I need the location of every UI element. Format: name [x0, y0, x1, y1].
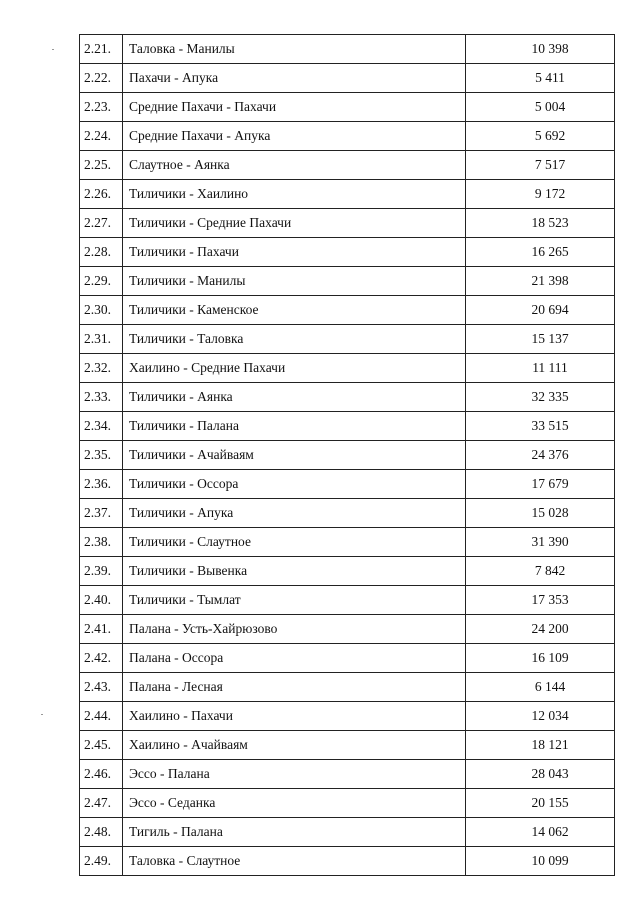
table-row [80, 383, 615, 412]
row-number-cell: 2.44. [80, 702, 123, 731]
distance-value-cell: 18 523 [466, 209, 615, 238]
table-row [80, 238, 615, 267]
row-number-cell: 2.40. [80, 586, 123, 615]
table-row [80, 615, 615, 644]
row-number-cell: 2.35. [80, 441, 123, 470]
row-number-cell: 2.46. [80, 760, 123, 789]
table-row [80, 673, 615, 702]
distance-value-cell: 5 004 [466, 93, 615, 122]
distance-value-cell: 10 398 [466, 35, 615, 64]
row-number-cell: 2.26. [80, 180, 123, 209]
route-name-cell: Тиличики - Палана [123, 412, 466, 441]
route-name-cell: Эссо - Палана [123, 760, 466, 789]
distance-value-cell: 12 034 [466, 702, 615, 731]
distance-value-cell: 24 376 [466, 441, 615, 470]
distance-value-cell: 20 694 [466, 296, 615, 325]
route-name-cell: Тиличики - Апука [123, 499, 466, 528]
distance-value-cell: 28 043 [466, 760, 615, 789]
distance-value-cell: 16 265 [466, 238, 615, 267]
table-row [80, 499, 615, 528]
route-name-cell: Хаилино - Средние Пахачи [123, 354, 466, 383]
table-row [80, 180, 615, 209]
distance-value-cell: 18 121 [466, 731, 615, 760]
distance-value-cell: 32 335 [466, 383, 615, 412]
table-row [80, 209, 615, 238]
table-row [80, 35, 615, 64]
row-number-cell: 2.22. [80, 64, 123, 93]
distance-value-cell: 14 062 [466, 818, 615, 847]
row-number-cell: 2.23. [80, 93, 123, 122]
table-row [80, 644, 615, 673]
row-number-cell: 2.37. [80, 499, 123, 528]
route-name-cell: Тиличики - Таловка [123, 325, 466, 354]
distance-value-cell: 7 517 [466, 151, 615, 180]
row-number-cell: 2.33. [80, 383, 123, 412]
row-number-cell: 2.47. [80, 789, 123, 818]
route-name-cell: Эссо - Седанка [123, 789, 466, 818]
route-name-cell: Тиличики - Манилы [123, 267, 466, 296]
table-row [80, 267, 615, 296]
route-name-cell: Пахачи - Апука [123, 64, 466, 93]
scan-speck [52, 49, 54, 50]
table-row [80, 412, 615, 441]
distance-value-cell: 20 155 [466, 789, 615, 818]
row-number-cell: 2.41. [80, 615, 123, 644]
table-row [80, 296, 615, 325]
row-number-cell: 2.29. [80, 267, 123, 296]
row-number-cell: 2.39. [80, 557, 123, 586]
route-name-cell: Тиличики - Пахачи [123, 238, 466, 267]
distance-value-cell: 33 515 [466, 412, 615, 441]
table-row [80, 354, 615, 383]
route-name-cell: Тиличики - Оссора [123, 470, 466, 499]
row-number-cell: 2.27. [80, 209, 123, 238]
distance-value-cell: 10 099 [466, 847, 615, 876]
row-number-cell: 2.43. [80, 673, 123, 702]
route-name-cell: Таловка - Слаутное [123, 847, 466, 876]
table-row [80, 702, 615, 731]
row-number-cell: 2.30. [80, 296, 123, 325]
route-name-cell: Тигиль - Палана [123, 818, 466, 847]
routes-table [79, 34, 615, 876]
table-row [80, 818, 615, 847]
row-number-cell: 2.28. [80, 238, 123, 267]
distance-value-cell: 17 353 [466, 586, 615, 615]
route-name-cell: Тиличики - Ачайваям [123, 441, 466, 470]
table-row [80, 122, 615, 151]
route-name-cell: Тиличики - Средние Пахачи [123, 209, 466, 238]
distance-value-cell: 24 200 [466, 615, 615, 644]
distance-value-cell: 15 028 [466, 499, 615, 528]
distance-value-cell: 5 411 [466, 64, 615, 93]
row-number-cell: 2.45. [80, 731, 123, 760]
distance-value-cell: 5 692 [466, 122, 615, 151]
route-name-cell: Хаилино - Ачайваям [123, 731, 466, 760]
table-row [80, 760, 615, 789]
row-number-cell: 2.48. [80, 818, 123, 847]
route-name-cell: Слаутное - Аянка [123, 151, 466, 180]
row-number-cell: 2.49. [80, 847, 123, 876]
route-name-cell: Тиличики - Хаилино [123, 180, 466, 209]
route-name-cell: Палана - Лесная [123, 673, 466, 702]
table-row [80, 789, 615, 818]
row-number-cell: 2.36. [80, 470, 123, 499]
table-row [80, 557, 615, 586]
route-name-cell: Тиличики - Вывенка [123, 557, 466, 586]
distance-value-cell: 7 842 [466, 557, 615, 586]
table-row [80, 731, 615, 760]
table-row [80, 151, 615, 180]
distance-value-cell: 9 172 [466, 180, 615, 209]
route-name-cell: Тиличики - Аянка [123, 383, 466, 412]
distance-value-cell: 16 109 [466, 644, 615, 673]
table-row [80, 93, 615, 122]
row-number-cell: 2.31. [80, 325, 123, 354]
route-name-cell: Тиличики - Слаутное [123, 528, 466, 557]
table-row [80, 64, 615, 93]
route-name-cell: Палана - Усть-Хайрюзово [123, 615, 466, 644]
route-name-cell: Средние Пахачи - Пахачи [123, 93, 466, 122]
route-name-cell: Хаилино - Пахачи [123, 702, 466, 731]
distance-value-cell: 15 137 [466, 325, 615, 354]
distance-value-cell: 6 144 [466, 673, 615, 702]
row-number-cell: 2.32. [80, 354, 123, 383]
table-row [80, 586, 615, 615]
distance-value-cell: 17 679 [466, 470, 615, 499]
distance-value-cell: 31 390 [466, 528, 615, 557]
row-number-cell: 2.42. [80, 644, 123, 673]
row-number-cell: 2.34. [80, 412, 123, 441]
route-name-cell: Таловка - Манилы [123, 35, 466, 64]
table-row [80, 470, 615, 499]
scan-speck [41, 714, 43, 715]
table-row [80, 847, 615, 876]
row-number-cell: 2.24. [80, 122, 123, 151]
table-row [80, 528, 615, 557]
distance-value-cell: 11 111 [466, 354, 615, 383]
route-name-cell: Тиличики - Каменское [123, 296, 466, 325]
route-name-cell: Тиличики - Тымлат [123, 586, 466, 615]
table-row [80, 325, 615, 354]
routes-table-body [80, 35, 615, 876]
route-name-cell: Палана - Оссора [123, 644, 466, 673]
row-number-cell: 2.38. [80, 528, 123, 557]
distance-value-cell: 21 398 [466, 267, 615, 296]
table-row [80, 441, 615, 470]
row-number-cell: 2.25. [80, 151, 123, 180]
row-number-cell: 2.21. [80, 35, 123, 64]
route-name-cell: Средние Пахачи - Апука [123, 122, 466, 151]
